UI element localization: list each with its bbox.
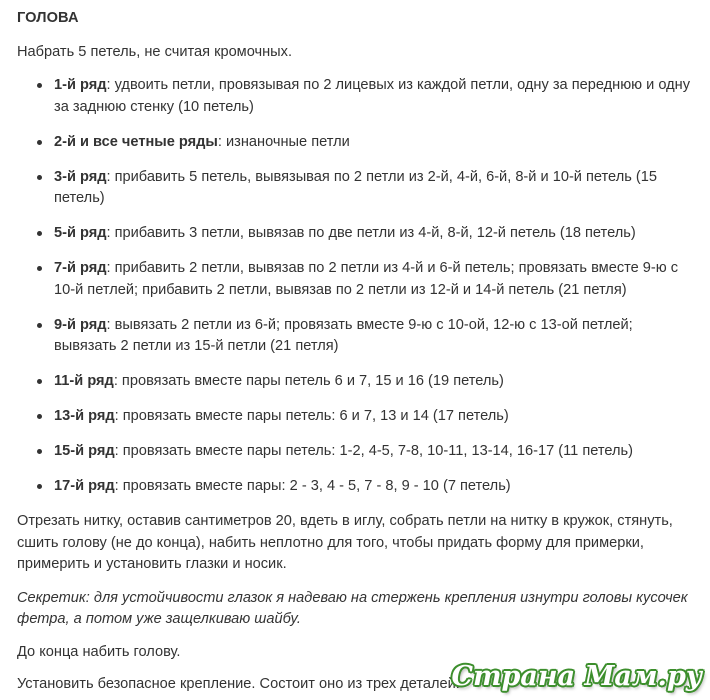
row-label: 15-й ряд <box>54 443 115 459</box>
row-label: 13-й ряд <box>54 408 115 424</box>
row-text: : удвоить петли, провязывая по 2 лицевых из каждой петли, одну за переднюю и одну за заднюю стенку (10 петель) <box>54 77 691 115</box>
row-label: 5-й ряд <box>54 225 107 241</box>
list-item <box>54 75 698 118</box>
list-item <box>54 167 698 210</box>
site-watermark <box>451 656 710 700</box>
row-text: : вывязать 2 петли из 6-й; провязать вместе 9-ю с 10-ой, 12-ю с 13-ой петлей; вывязать 2 петли из 15-й петли (21 петля) <box>54 316 633 354</box>
row-label: 11-й ряд <box>54 373 114 389</box>
watermark-logo-text: Страна Мам.ру <box>451 661 702 692</box>
list-item <box>54 441 698 463</box>
row-text: : прибавить 2 петли, вывязав по 2 петли из 4-й и 6-й петель; провязать вместе 9-ю с 10-й петлей; прибавить 2 петли, вывязав по 2 петли из 12-й и 14-й петель (21 петля) <box>54 260 679 298</box>
list-item <box>54 371 698 393</box>
row-label: 3-й ряд <box>54 168 107 185</box>
list-item <box>54 315 698 358</box>
row-text: : провязать вместе пары: 2 - 3, 4 - 5, 7 - 8, 9 - 10 (7 петель) <box>114 478 511 494</box>
row-instructions-list <box>17 75 698 498</box>
row-label: 2-й и все четные ряды <box>54 133 218 150</box>
row-label: 17-й ряд <box>54 478 115 494</box>
section-heading: ГОЛОВА <box>17 10 79 26</box>
row-label: 9-й ряд <box>54 316 107 333</box>
row-text: : прибавить 3 петли, вывязав по две петли из 4-й, 8-й, 12-й петель (18 петель) <box>106 225 636 241</box>
row-label: 1-й ряд <box>54 77 107 93</box>
row-text: : провязать вместе пары петель 6 и 7, 15 и 16 (19 петель) <box>113 373 504 389</box>
row-text: : провязать вместе пары петель: 6 и 7, 13 и 14 (17 петель) <box>114 408 509 424</box>
row-text: : провязать вместе пары петель: 1-2, 4-5, 7-8, 10-11, 13-14, 16-17 (11 петель) <box>114 443 634 459</box>
list-item <box>54 406 698 428</box>
fastening-paragraph: Установить безопасное крепление. Состоит оно из трех деталей: <box>17 676 460 692</box>
list-item <box>54 258 698 301</box>
row-text: : прибавить 5 петель, вывязывая по 2 петли из 2-й, 4-й, 6-й, 8-й и 10-й петель (15 петель) <box>54 168 657 206</box>
row-label: 7-й ряд <box>54 260 107 276</box>
row-text: : изнаночные петли <box>217 133 350 150</box>
stuffing-paragraph: До конца набить голову. <box>17 643 181 660</box>
finishing-paragraph: Отрезать нитку, оставив сантиметров 20, вдеть в иглу, собрать петли на нитку в кружок, стянуть, сшить голову (не до конца), набить неплотно для того, чтобы придать форму для примерки, примерить и установить глазки и носик. <box>17 513 673 572</box>
list-item <box>54 132 698 154</box>
list-item <box>54 223 698 245</box>
tip-paragraph: Секретик: для устойчивости глазок я надеваю на стержень крепления изнутри головы кусочек фетра, а потом уже защелкиваю шайбу. <box>17 589 688 627</box>
intro-paragraph: Набрать 5 петель, не считая кромочных. <box>17 43 293 60</box>
list-item <box>54 476 698 498</box>
